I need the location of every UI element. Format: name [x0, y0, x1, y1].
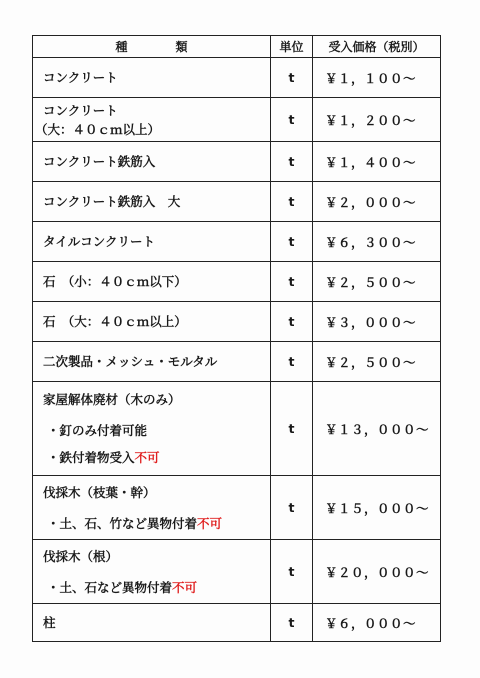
unit-cell: t — [271, 58, 313, 98]
warning-text: 不可 — [134, 450, 160, 465]
table-row — [33, 604, 441, 642]
header-kind — [33, 36, 271, 58]
unit-cell: t — [271, 222, 313, 262]
unit-cell: t — [271, 604, 313, 642]
kind-name: タイルコンクリート — [43, 234, 156, 249]
price-cell: ￥６，０００～ — [313, 604, 441, 642]
kind-name: コンクリート — [43, 70, 118, 85]
table-row — [33, 302, 441, 342]
price-cell: ￥１５，０００～ — [313, 476, 441, 540]
unit-cell: t — [271, 98, 313, 142]
kind-cell — [33, 342, 271, 382]
price-cell: ￥１３，０００～ — [313, 382, 441, 476]
header-price: 受入価格（税別） — [313, 36, 441, 58]
warning-text: 不可 — [172, 579, 198, 595]
table-row — [33, 182, 441, 222]
kind-name: 石 （大：４０ｃｍ以上） — [43, 314, 187, 329]
kind-cell — [33, 302, 271, 342]
table-row — [33, 262, 441, 302]
kind-cell — [33, 58, 271, 98]
unit-cell: t — [271, 382, 313, 476]
unit-cell: t — [271, 476, 313, 540]
price-table — [32, 35, 441, 642]
kind-note-text: ・鉄付着物受入 — [47, 450, 135, 465]
kind-note-text: ・土、石、竹など異物付着 — [47, 515, 198, 531]
table-row — [33, 222, 441, 262]
kind-name: 家屋解体廃材（木のみ） — [43, 392, 181, 407]
unit-cell: t — [271, 540, 313, 604]
kind-cell — [33, 476, 271, 540]
kind-name: 二次製品・メッシュ・モルタル — [43, 354, 218, 369]
kind-name-detail: （大：４０ｃｍ以上） — [35, 121, 161, 137]
kind-note: ・釘のみ付着可能 — [47, 423, 148, 438]
price-cell: ￥２，５００～ — [313, 262, 441, 302]
kind-note — [43, 514, 270, 533]
kind-cell — [33, 182, 271, 222]
kind-name: 柱 — [43, 615, 56, 630]
kind-cell — [33, 382, 271, 476]
unit-cell: t — [271, 302, 313, 342]
kind-note — [43, 448, 270, 467]
unit-cell: t — [271, 262, 313, 302]
kind-cell — [33, 604, 271, 642]
price-cell: ￥２，０００～ — [313, 182, 441, 222]
table-row — [33, 540, 441, 604]
unit-cell: t — [271, 182, 313, 222]
kind-name: 伐採木（枝葉・幹） — [43, 484, 156, 500]
warning-text: 不可 — [197, 515, 223, 531]
kind-name: コンクリート — [43, 102, 118, 118]
header-kind-label: 種 類 — [115, 40, 206, 54]
kind-cell — [33, 98, 271, 142]
price-cell: ￥６，３００～ — [313, 222, 441, 262]
table-row — [33, 342, 441, 382]
kind-cell — [33, 540, 271, 604]
kind-cell — [33, 222, 271, 262]
table-row — [33, 58, 441, 98]
kind-note — [43, 578, 270, 597]
table-row — [33, 142, 441, 182]
price-cell: ￥１，４００～ — [313, 142, 441, 182]
kind-name: 伐採木（根） — [43, 548, 119, 564]
price-cell: ￥２，５００～ — [313, 342, 441, 382]
table-header-row — [33, 36, 441, 58]
header-unit: 単位 — [271, 36, 313, 58]
kind-cell — [33, 262, 271, 302]
price-cell: ￥１，２００～ — [313, 98, 441, 142]
price-cell: ￥２０，０００～ — [313, 540, 441, 604]
kind-name: コンクリート鉄筋入 — [43, 154, 156, 169]
kind-cell — [33, 142, 271, 182]
kind-name: コンクリート鉄筋入 大 — [43, 194, 181, 209]
price-cell: ￥３，０００～ — [313, 302, 441, 342]
unit-cell: t — [271, 142, 313, 182]
table-row — [33, 382, 441, 476]
unit-cell: t — [271, 342, 313, 382]
kind-name: 石 （小：４０ｃｍ以下） — [43, 274, 187, 289]
kind-note-text: ・土、石など異物付着 — [47, 579, 173, 595]
table-row — [33, 98, 441, 142]
price-cell: ￥１，１００～ — [313, 58, 441, 98]
table-row — [33, 476, 441, 540]
